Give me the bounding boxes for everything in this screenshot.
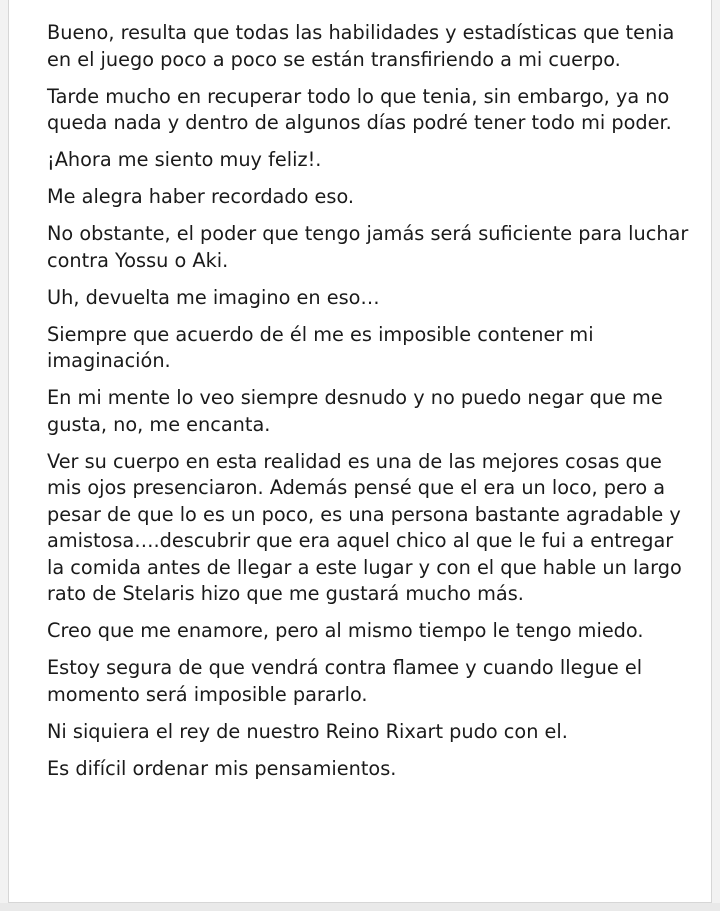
paragraph-6: Uh, devuelta me imagino en eso… bbox=[47, 285, 380, 309]
paragraph-3: ¡Ahora me siento muy feliz!. bbox=[47, 148, 322, 171]
paragraph-12: Ni siquiera el rey de nuestro Reino Rixart pudo con el. bbox=[47, 719, 568, 743]
paragraph-7: Siempre que acuerdo de él me es imposible contener mi imaginación. bbox=[47, 322, 594, 372]
page-background-strip bbox=[0, 903, 720, 911]
paragraph-10: Creo que me enamore, pero al mismo tiempo le tengo miedo. bbox=[47, 619, 644, 642]
paragraph-5: No obstante, el poder que tengo jamás será suficiente para luchar contra Yossu o Aki. bbox=[47, 222, 689, 272]
paragraph-2: Tarde mucho en recuperar todo lo que tenia, sin embargo, ya no queda nada y dentro de algunos días podré tener todo mi poder. bbox=[47, 84, 672, 134]
paragraph-9: Ver su cuerpo en esta realidad es una de las mejores cosas que mis ojos presenciaron. Además pensé que el era un loco, pero a pesar de que lo es un poco, es una persona bastante agradable y amistosa….descubrir que era aquel chico al que le fui a entregar la comida antes de llegar a este lugar y con el que hable un largo rato de Stelaris hizo que me gustará mucho más. bbox=[47, 449, 682, 605]
paragraph-11: Estoy segura de que vendrá contra flamee y cuando llegue el momento será imposible pararlo. bbox=[47, 656, 643, 706]
document-page bbox=[8, 0, 712, 903]
paragraph-8: En mi mente lo veo siempre desnudo y no puedo negar que me gusta, no, me encanta. bbox=[47, 386, 663, 436]
paragraph-1: Bueno, resulta que todas las habilidades y estadísticas que tenia en el juego poco a poco se están transfiriendo a mi cuerpo. bbox=[47, 21, 675, 71]
document-body bbox=[47, 20, 689, 793]
paragraph-4: Me alegra haber recordado eso. bbox=[47, 185, 355, 208]
paragraph-13: Es difícil ordenar mis pensamientos. bbox=[47, 756, 397, 780]
